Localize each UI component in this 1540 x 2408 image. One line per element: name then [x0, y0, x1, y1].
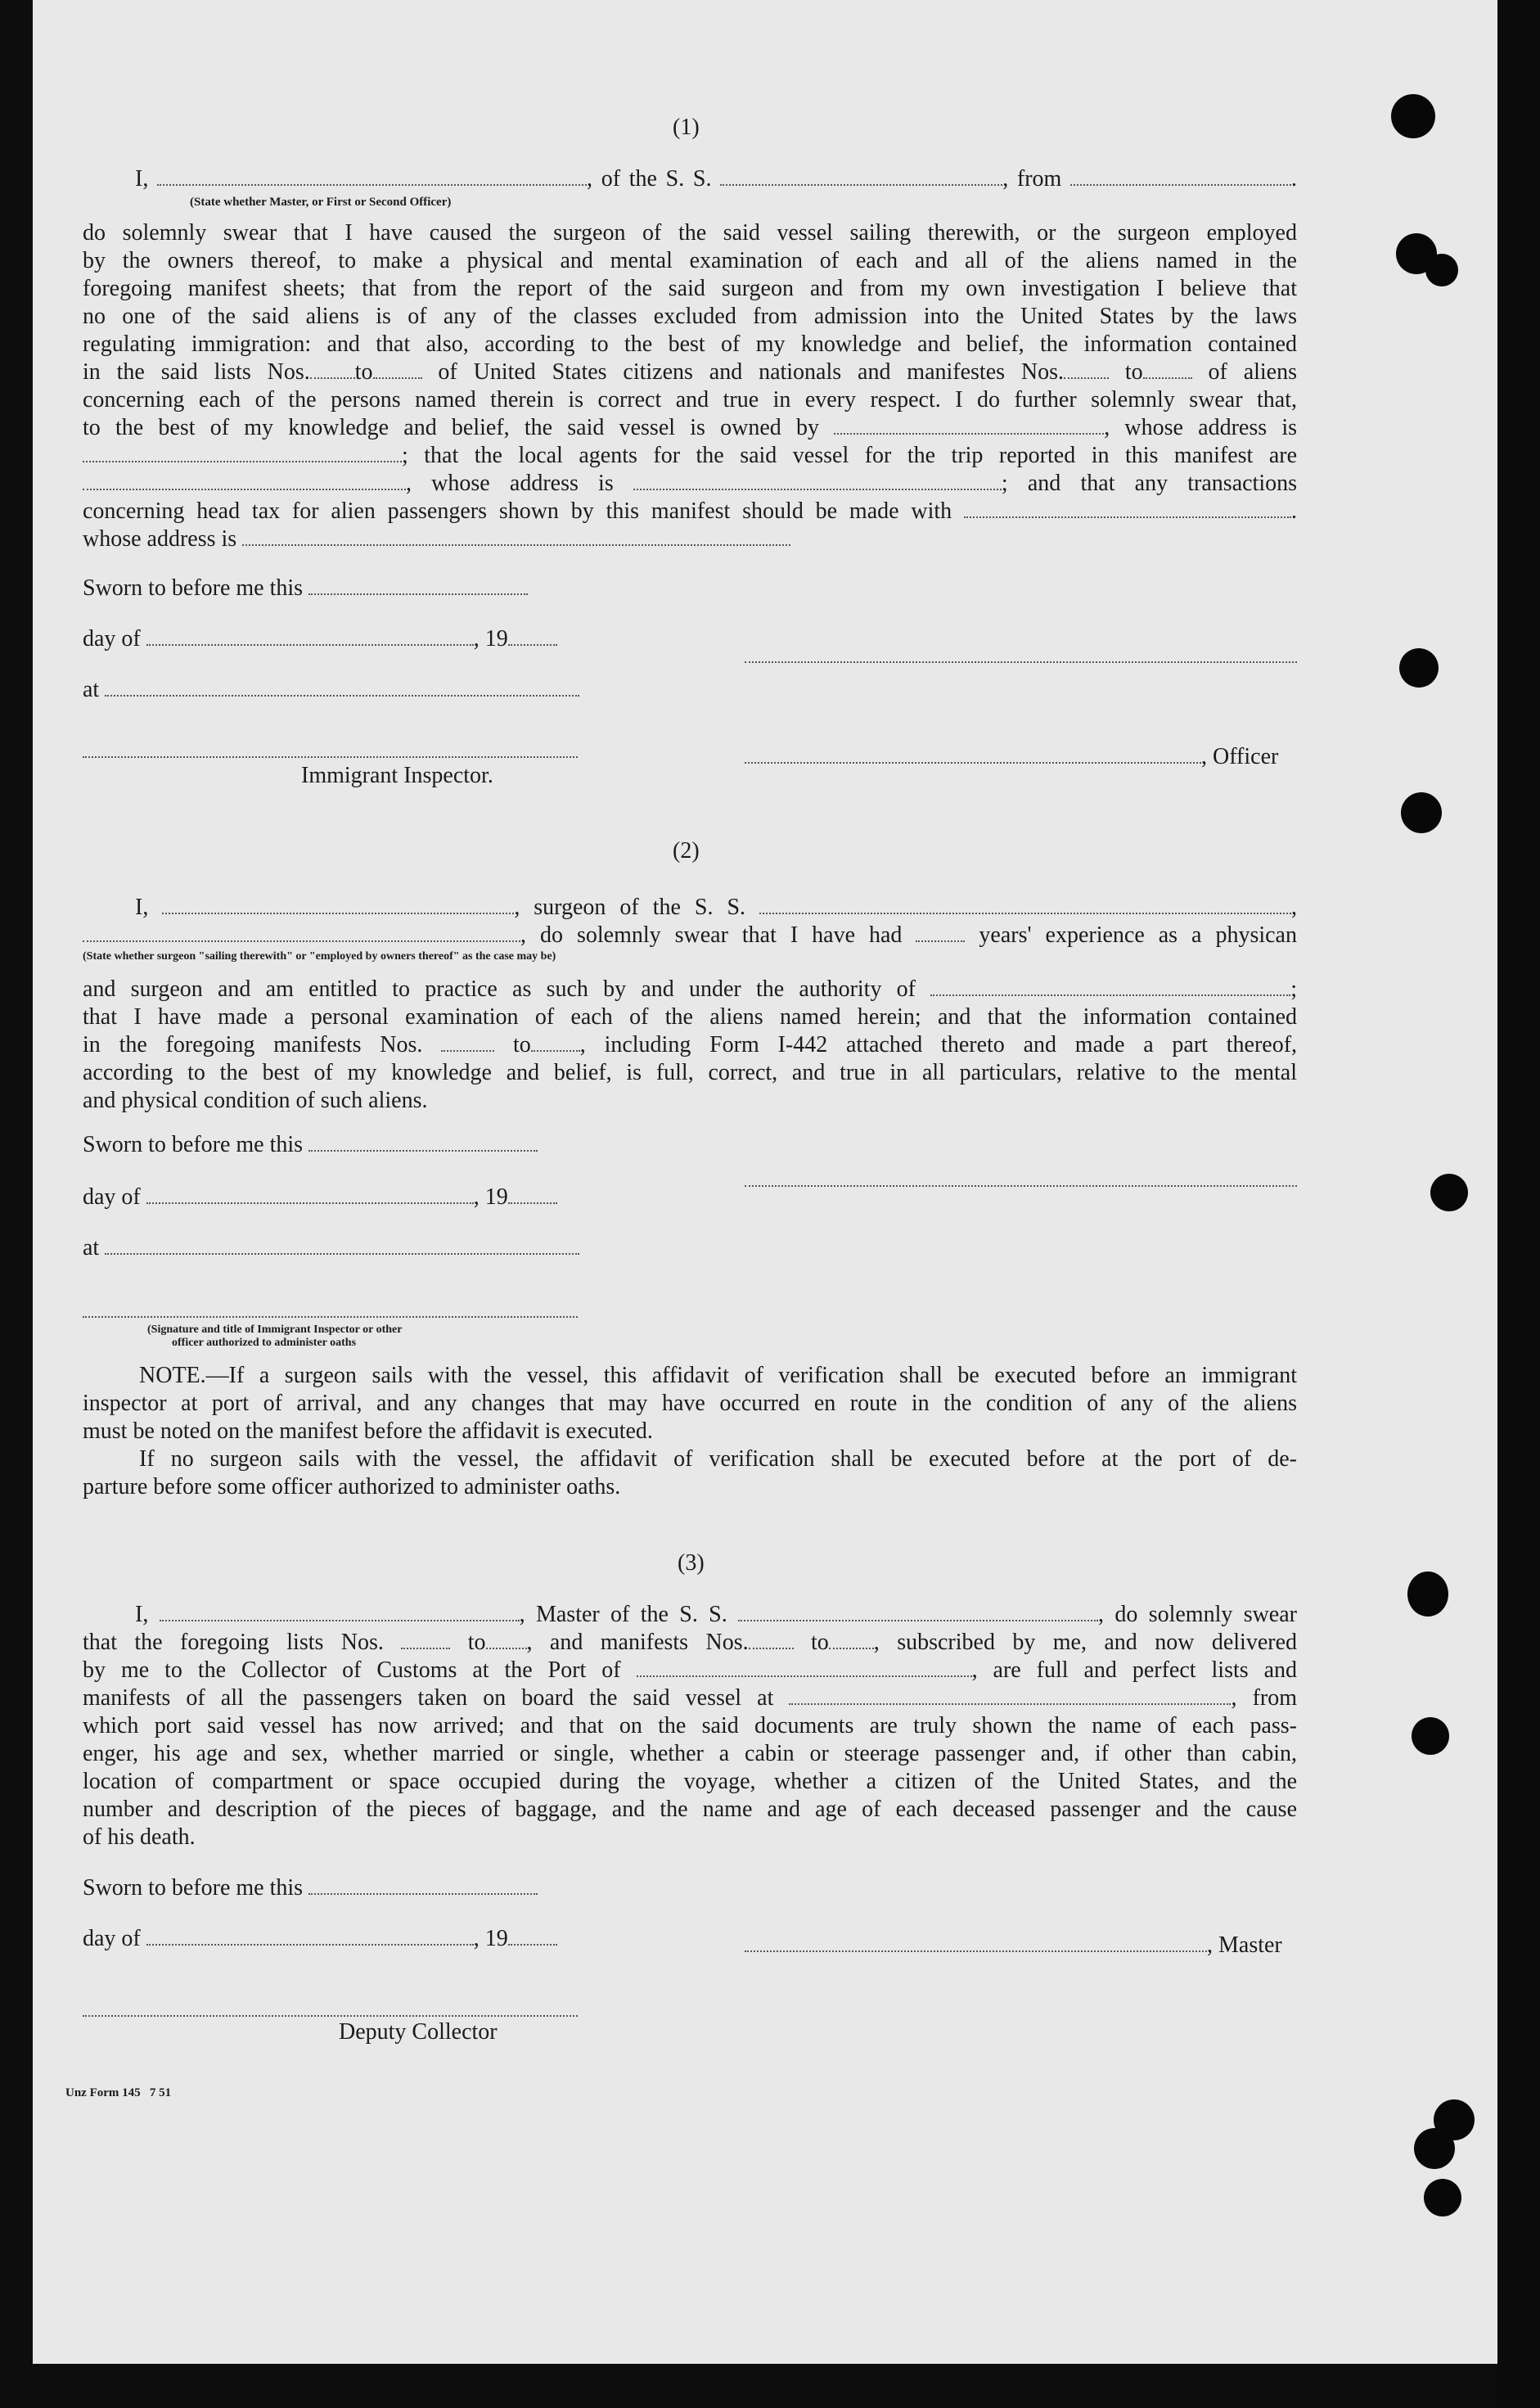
sec2-surgeon-note: (State whether surgeon "sailing therewith" or "employed by owners thereof" as the case may be) — [83, 950, 556, 963]
sec2-line-3: and surgeon and am entitled to practice as such by and under the authority of ; — [83, 976, 1298, 1002]
sec2-month-field[interactable] — [146, 1186, 474, 1204]
sec3-manifests-from-field[interactable] — [749, 1631, 794, 1649]
note-line-4: If no surgeon sails with the vessel, the affidavit of verification shall be executed before at the port of de- — [139, 1446, 1297, 1472]
head-tax-field[interactable] — [964, 500, 1291, 518]
sec1-officer-signature-field[interactable] — [745, 746, 1201, 764]
sec1-day: day of , 19 — [83, 625, 557, 653]
sec3-line-1: I, , Master of the S. S. , do solemnly swear — [135, 1602, 1297, 1627]
manifests-from-field[interactable] — [1064, 361, 1109, 379]
sec3-body-3: location of compartment or space occupied during the voyage, whether a citizen of the United States, and the — [83, 1769, 1297, 1794]
note-line-5: parture before some officer authorized to administer oaths. — [83, 1474, 621, 1499]
years-experience-field[interactable] — [916, 924, 965, 942]
section-2-number: (2) — [673, 838, 700, 864]
sec3-collector-label: Deputy Collector — [339, 2019, 498, 2045]
sec1-body-3: foregoing manifest sheets; that from the report of the said surgeon and from my own investigation I believe that — [83, 276, 1297, 301]
sec1-sworn-date-field[interactable] — [308, 577, 528, 595]
sec3-collector-signature-line[interactable] — [83, 2013, 578, 2017]
sec2-signature-note-2: officer authorized to administer oaths — [172, 1337, 357, 1349]
sec1-inspector-signature-line[interactable] — [83, 755, 578, 758]
sec3-last-line: of his death. — [83, 1824, 196, 1850]
sec2-line-1: I, , surgeon of the S. S. , — [135, 895, 1298, 920]
punch-hole — [1424, 2179, 1461, 2216]
sec1-body-1: do solemnly swear that I have caused the surgeon of the said vessel sailing therewith, or the surgeon employed — [83, 220, 1297, 246]
sec1-inspector-label: Immigrant Inspector. — [301, 763, 493, 788]
sec2-line-7: and physical condition of such aliens. — [83, 1088, 428, 1113]
sec3-month-field[interactable] — [146, 1928, 474, 1946]
punch-hole — [1399, 648, 1439, 688]
punch-hole — [1401, 792, 1442, 833]
sec1-officer-line: , Officer — [745, 743, 1278, 771]
sec1-line-8: concerning each of the persons named therein is correct and true in every respect. I do further solemnly swear that, — [83, 387, 1297, 413]
punch-hole — [1412, 1717, 1449, 1755]
sec2-inspector-signature-line[interactable] — [83, 1314, 578, 1318]
authority-field[interactable] — [930, 978, 1290, 996]
sec2-at: at — [83, 1234, 579, 1262]
sec1-body-4: no one of the said aliens is of any of the classes excluded from admission into the United States by the laws — [83, 304, 1297, 329]
sec2-day: day of , 19 — [83, 1184, 557, 1211]
punch-hole — [1391, 94, 1435, 138]
note-line-1: NOTE.—If a surgeon sails with the vessel, this affidavit of verification shall be executed before an immigrant — [139, 1363, 1297, 1388]
lists-to-field[interactable] — [373, 361, 422, 379]
agents-address-field[interactable] — [633, 472, 1002, 490]
scan-border — [1497, 0, 1540, 2408]
sec3-sworn: Sworn to before me this — [83, 1874, 538, 1902]
surgeon-name-field[interactable] — [162, 896, 514, 914]
boarding-port-field[interactable] — [789, 1687, 1231, 1705]
sec2-manifests-from-field[interactable] — [441, 1034, 494, 1052]
sec2-line-2: , do solemnly swear that I have had years' experience as a physican — [83, 922, 1297, 949]
sec1-body-5: regulating immigration: and that also, according to the best of my knowledge and belief, the information contained — [83, 331, 1297, 357]
officer-name-field[interactable] — [157, 168, 587, 186]
punch-hole — [1430, 1174, 1468, 1211]
sec1-line-11: , whose address is ; and that any transactions — [83, 470, 1297, 498]
sec3-master-line: , Master — [745, 1932, 1282, 1959]
punch-hole — [1425, 254, 1458, 286]
sec1-year-field[interactable] — [508, 628, 557, 646]
sec3-sworn-date-field[interactable] — [308, 1877, 538, 1895]
owner-field[interactable] — [834, 417, 1104, 435]
sec3-line-2: that the foregoing lists Nos. to , and manifests Nos. to , subscribed by me, and now delivered — [83, 1630, 1297, 1655]
surgeon-status-field[interactable] — [83, 924, 520, 942]
sec2-sworn-date-field[interactable] — [308, 1134, 538, 1152]
note-line-3: must be noted on the manifest before the affidavit is executed. — [83, 1418, 653, 1444]
sec3-lists-from-field[interactable] — [401, 1631, 450, 1649]
note-line-2: inspector at port of arrival, and any changes that may have occurred en route in the condition of any of the aliens — [83, 1391, 1297, 1416]
owner-address-field[interactable] — [83, 444, 402, 462]
customs-port-field[interactable] — [637, 1659, 972, 1677]
sec3-body-4: number and description of the pieces of baggage, and the name and age of each deceased passenger and the cause — [83, 1797, 1297, 1822]
sec3-body-2: enger, his age and sex, whether married or single, whether a cabin or steerage passenger and, if other than cabin, — [83, 1741, 1297, 1766]
port-from-field[interactable] — [1070, 168, 1291, 186]
sec1-line-9: to the best of my knowledge and belief, the said vessel is owned by , whose address is — [83, 415, 1298, 440]
sec1-body-2: by the owners thereof, to make a physical and mental examination of each and all of the aliens named in the — [83, 248, 1297, 273]
section-1-number: (1) — [673, 115, 700, 140]
sec2-year-field[interactable] — [508, 1186, 557, 1204]
sec2-signature-note-1: (Signature and title of Immigrant Inspector or other — [147, 1323, 403, 1336]
sec2-vessel-field[interactable] — [759, 896, 1291, 914]
sec1-line-12: concerning head tax for alien passengers shown by this manifest should be made with . — [83, 498, 1298, 524]
sec1-sworn: Sworn to before me this — [83, 575, 528, 602]
sec2-surgeon-signature-line[interactable] — [745, 1184, 1297, 1187]
punch-hole — [1407, 1572, 1448, 1617]
agents-field[interactable] — [83, 472, 406, 490]
sec2-line-5: in the foregoing manifests Nos. to , including Form I-442 attached thereto and made a part thereof, — [83, 1032, 1298, 1057]
sec1-at: at — [83, 676, 579, 704]
sec3-year-field[interactable] — [508, 1928, 557, 1946]
sec2-place-field[interactable] — [105, 1237, 579, 1255]
master-name-field[interactable] — [160, 1603, 520, 1621]
sec3-line-3: by me to the Collector of Customs at the Port of , are full and perfect lists and — [83, 1657, 1298, 1683]
sec3-body-1: which port said vessel has now arrived; and that on the said documents are truly shown the name of each pass- — [83, 1713, 1297, 1738]
sec1-line-10: ; that the local agents for the said vessel for the trip reported in this manifest are — [83, 442, 1297, 470]
sec3-manifests-to-field[interactable] — [829, 1631, 874, 1649]
sec2-line-4: that I have made a personal examination of each of the aliens named herein; and that the information contained — [83, 1004, 1297, 1030]
sec1-place-field[interactable] — [105, 679, 579, 697]
manifests-to-field[interactable] — [1143, 361, 1192, 379]
sec1-officer-note: (State whether Master, or First or Second Officer) — [190, 196, 452, 209]
head-tax-address-field[interactable] — [242, 528, 790, 546]
sec2-line-6: according to the best of my knowledge and belief, is full, correct, and true in all particulars, relative to the mental — [83, 1060, 1297, 1085]
sec1-line-7: in the said lists Nos. to of United States citizens and nationals and manifestes Nos. to of aliens — [83, 359, 1298, 385]
sec3-line-4: manifests of all the passengers taken on board the said vessel at , from — [83, 1685, 1297, 1711]
sec3-day: day of , 19 — [83, 1925, 557, 1953]
punch-hole — [1414, 2128, 1455, 2169]
lists-from-field[interactable] — [310, 361, 355, 379]
section-3-number: (3) — [678, 1550, 705, 1576]
sec3-lists-to-field[interactable] — [486, 1631, 527, 1649]
sec1-line-13: whose address is — [83, 525, 790, 553]
sec1-line-1: I, , of the S. S. , from . — [135, 166, 1298, 192]
sec2-sworn: Sworn to before me this — [83, 1131, 538, 1159]
sec1-month-field[interactable] — [146, 628, 474, 646]
form-identifier: Unz Form 145 7 51 — [65, 2086, 172, 2099]
sec2-manifests-to-field[interactable] — [531, 1034, 580, 1052]
vessel-name-field[interactable] — [720, 168, 1002, 186]
sec3-vessel-field[interactable] — [738, 1603, 1098, 1621]
sec1-officer-signature-line-1[interactable] — [745, 660, 1297, 663]
master-signature-field[interactable] — [745, 1934, 1207, 1952]
